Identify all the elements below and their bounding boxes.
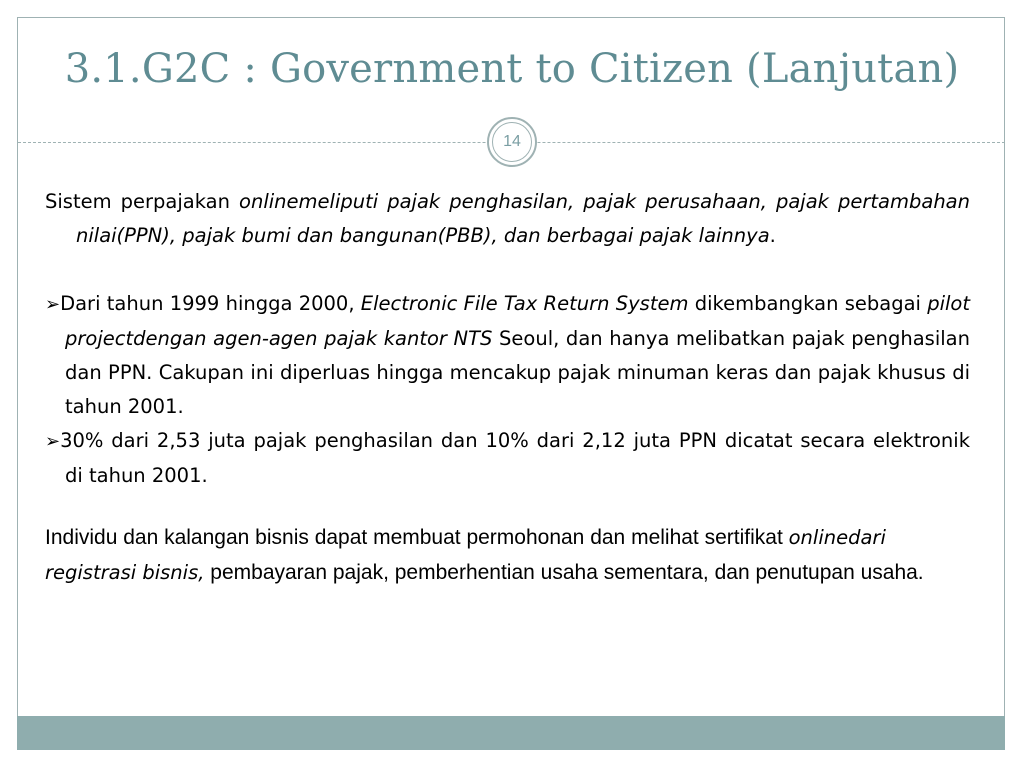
bullet1-text-1: Dari tahun 1999 hingga 2000, [60,292,361,315]
slide-body [45,185,970,590]
footer-bar [17,716,1005,750]
bullet1-text-3: Seoul, dan hanya melibatkan pajak penghasilan dan PPN. Cakupan ini diperluas hingga mencakup pajak minuman keras dan pajak khusus di tahun 2001. [65,327,970,418]
intro-italic: onlinemeliputi pajak penghasilan, pajak perusahaan, pajak pertambahan nilai(PPN), pajak bumi dan bangunan(PBB), dan berbagai pajak lainnya [76,190,970,247]
bullet-item-2 [45,424,970,493]
slide-title: 3.1.G2C : Government to Citizen (Lanjutan) [64,46,960,92]
bullet1-italic-2: pilot projectdengan agen-agen pajak kantor NTS [65,292,971,350]
closing-text-1: Individu dan kalangan bisnis dapat membuat permohonan dan melihat sertifikat [45,526,789,549]
bullet1-italic-1: Electronic File Tax Return System [360,292,689,315]
intro-suffix: . [769,224,776,247]
spacer [45,253,970,287]
page-number: 14 [492,122,532,162]
closing-paragraph [45,520,970,590]
bullet2-text: 30% dari 2,53 juta pajak penghasilan dan 10% dari 2,12 juta PPN dicatat secara elektronik di tahun 2001. [60,429,970,487]
intro-paragraph [45,185,970,253]
closing-italic: onlinedari registrasi bisnis, [45,526,886,584]
closing-text-2: pembayaran pajak, pemberhentian usaha sementara, dan penutupan usaha. [204,561,924,584]
page-number-badge [487,117,537,167]
arrow-bullet-icon: ➢ [45,431,61,452]
bullet1-text-2: dikembangkan sebagai [688,292,928,315]
arrow-bullet-icon: ➢ [45,294,61,315]
spacer [45,493,970,520]
intro-prefix: Sistem perpajakan [45,190,240,213]
bullet-item-1 [45,287,970,424]
